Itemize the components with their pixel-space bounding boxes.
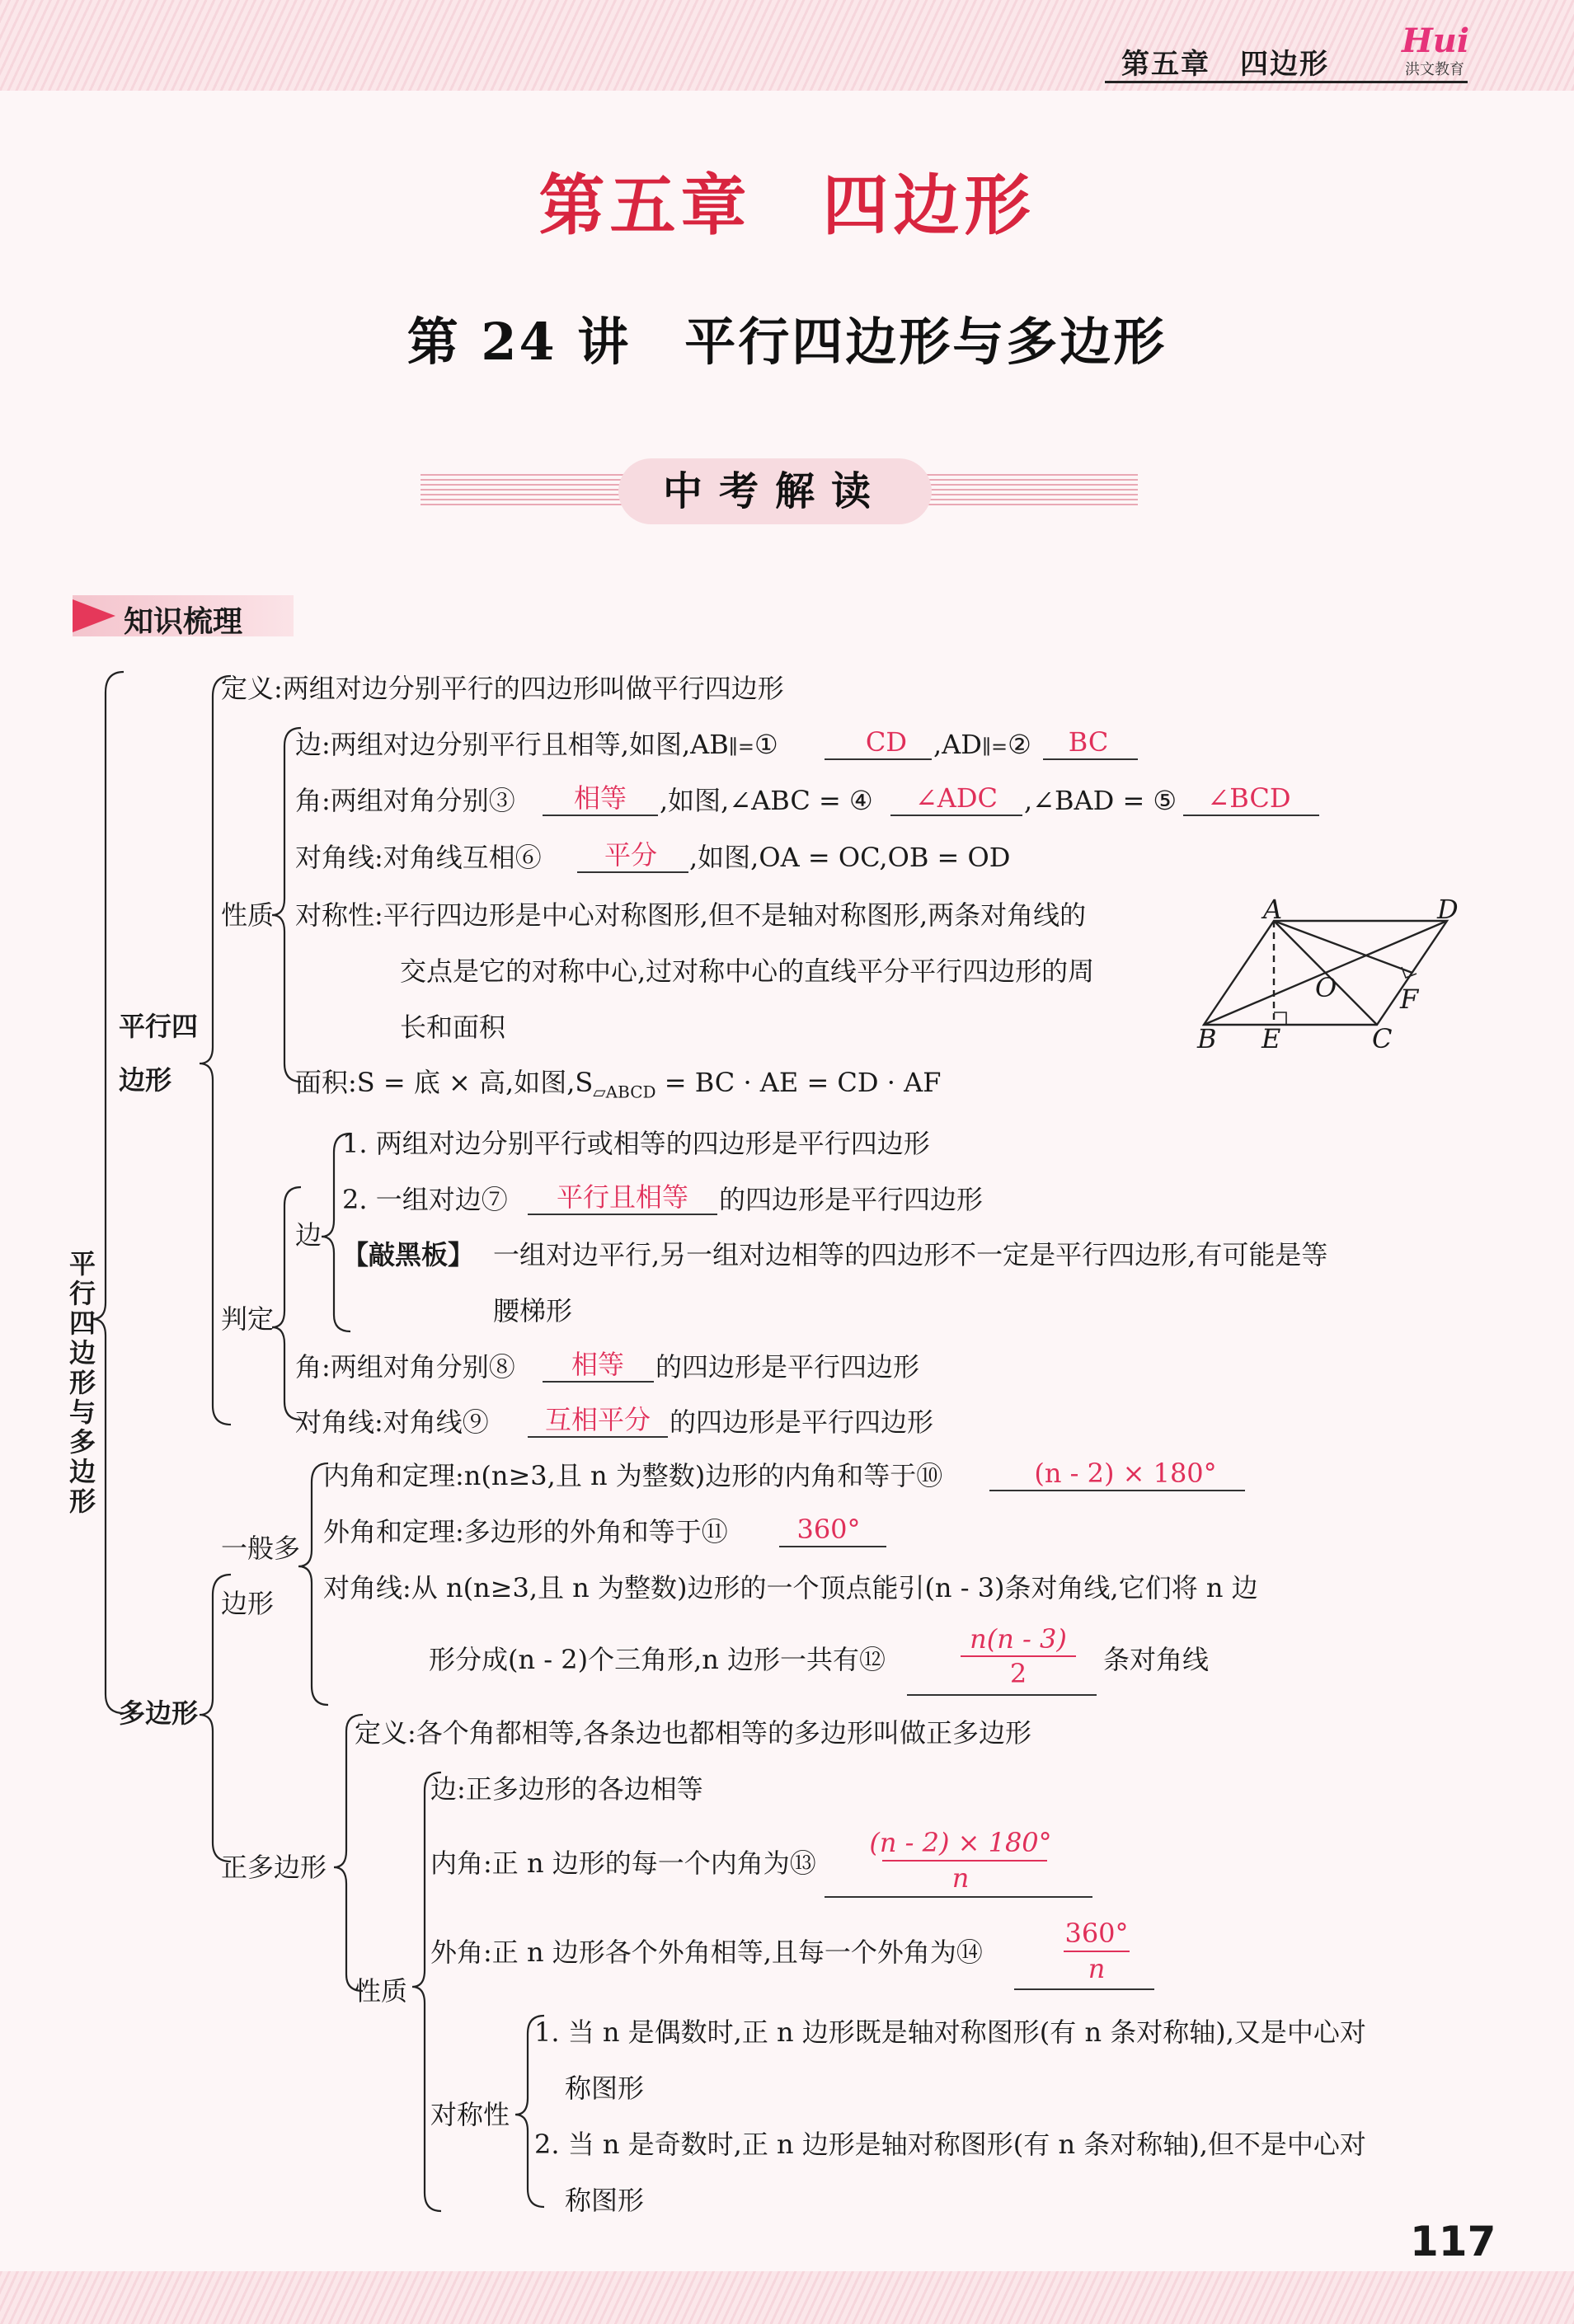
blank-marker: ① xyxy=(754,729,778,760)
blank-7 xyxy=(528,1214,717,1215)
footer-band xyxy=(0,2271,1574,2324)
answer-10: (n - 2) × 180° xyxy=(1034,1458,1217,1489)
parallel-equal-symbol: ∥= xyxy=(728,735,754,758)
reg-sym-1a: 1. 当 n 是偶数时,正 n 边形既是轴对称图形(有 n 条对称轴),又是中心对 xyxy=(534,2016,1366,2048)
prop-angle: 角:两组对角分别③ xyxy=(295,785,515,816)
judge-diag-tail: 的四边形是平行四边形 xyxy=(670,1406,934,1438)
answer-13-denominator: n xyxy=(951,1862,970,1894)
prop-side-text: 边:两组对边分别平行且相等,如图,AB xyxy=(295,729,729,760)
figure-label-o: O xyxy=(1315,972,1337,1003)
gen-inner: 内角和定理:n(n≥3,且 n 为整数)边形的内角和等于⑩ xyxy=(323,1460,943,1491)
section-banner: 中考解读 xyxy=(618,458,932,524)
figure-label-c: C xyxy=(1372,1023,1393,1054)
reg-side: 边:正多边形的各边相等 xyxy=(430,1773,703,1805)
answer-5: ∠BCD xyxy=(1207,782,1291,814)
figure-label-d: D xyxy=(1437,894,1459,925)
logo-text: 洪文教育 xyxy=(1405,61,1464,78)
header-chapter: 第五章 四边形 xyxy=(1121,48,1329,81)
blank-13 xyxy=(825,1896,1092,1898)
blank-14 xyxy=(1014,1988,1154,1990)
judge-2: 2. 一组对边⑦ xyxy=(342,1184,508,1215)
answer-12-denominator: 2 xyxy=(1009,1658,1027,1689)
answer-11: 360° xyxy=(796,1514,861,1545)
prop-side-part2 xyxy=(933,728,1031,763)
answer-1: CD xyxy=(865,726,908,758)
prop-sym-3: 长和面积 xyxy=(400,1012,506,1043)
prop-side-mid-text: ,AD xyxy=(933,729,982,760)
parallel-equal-symbol: ∥= xyxy=(981,735,1008,758)
section-tag-label: 知识梳理 xyxy=(124,605,243,639)
answer-6: 平分 xyxy=(604,839,657,871)
judge-note-1: 一组对边平行,另一组对边相等的四边形不一定是平行四边形,有可能是等 xyxy=(493,1239,1328,1270)
blank-3 xyxy=(543,815,658,816)
prop-sym-1: 对称性:平行四边形是中心对称图形,但不是轴对称图形,两条对角线的 xyxy=(295,899,1087,931)
blank-10 xyxy=(989,1490,1245,1491)
judge-2-tail: 的四边形是平行四边形 xyxy=(719,1184,984,1215)
blank-11 xyxy=(779,1546,886,1547)
pg-definition: 定义:两组对边分别平行的四边形叫做平行四边形 xyxy=(221,673,784,704)
reg-label: 正多边形 xyxy=(221,1852,327,1883)
reg-definition: 定义:各个角都相等,各条边也都相等的多边形叫做正多边形 xyxy=(355,1717,1031,1749)
reg-sym-label: 对称性 xyxy=(430,2099,510,2130)
figure-label-b: B xyxy=(1197,1023,1217,1054)
answer-3: 相等 xyxy=(573,782,627,814)
gen-diag-2: 形分成(n - 2)个三角形,n 边形一共有⑫ xyxy=(429,1644,886,1675)
prop-area-sub: ▱ABCD xyxy=(593,1082,656,1102)
answer-8: 相等 xyxy=(571,1349,624,1380)
prop-diag: 对角线:对角线互相⑥ xyxy=(295,842,542,873)
pg-label-1: 平行四 xyxy=(119,1011,199,1042)
gen-outer: 外角和定理:多边形的外角和等于⑪ xyxy=(323,1516,728,1547)
blank-marker: ② xyxy=(1008,729,1031,760)
prop-side xyxy=(295,728,778,763)
prop-area-text: 面积:S = 底 × 高,如图,S xyxy=(295,1067,594,1098)
blank-5 xyxy=(1183,815,1319,816)
gen-diag-tail: 条对角线 xyxy=(1103,1644,1210,1675)
judge-note-tag: 【敲黑板】 xyxy=(342,1239,475,1270)
prop-diag-tail: ,如图,OA = OC,OB = OD xyxy=(689,842,1011,873)
answer-14-numerator: 360° xyxy=(1064,1918,1129,1949)
blank-9 xyxy=(528,1436,668,1438)
reg-sym-1b: 称图形 xyxy=(565,2073,645,2104)
prop-sym-2: 交点是它的对称中心,过对称中心的直线平分平行四边形的周 xyxy=(400,955,1095,987)
prop-area-tail: = BC · AE = CD · AF xyxy=(664,1067,942,1098)
judge-angle: 角:两组对角分别⑧ xyxy=(295,1351,515,1383)
gen-diag-1: 对角线:从 n(n≥3,且 n 为整数)边形的一个顶点能引(n - 3)条对角线,它们将 n 边 xyxy=(323,1572,1258,1603)
blank-4 xyxy=(890,815,1022,816)
answer-13-numerator: (n - 2) × 180° xyxy=(869,1827,1052,1858)
poly-label: 多边形 xyxy=(119,1697,199,1729)
answer-7: 平行且相等 xyxy=(556,1181,688,1213)
reg-prop-label: 性质 xyxy=(355,1975,408,2007)
reg-sym-2b: 称图形 xyxy=(565,2185,645,2216)
answer-12-numerator: n(n - 3) xyxy=(970,1623,1067,1655)
page-number: 117 xyxy=(1410,2218,1496,2265)
blank-12 xyxy=(907,1694,1097,1696)
judge-note-2: 腰梯形 xyxy=(493,1295,573,1326)
answer-9: 互相平分 xyxy=(544,1404,651,1435)
root-label: 平行四边形与多边形 xyxy=(69,1248,96,1517)
answer-2: BC xyxy=(1068,726,1109,758)
reg-inner: 内角:正 n 边形的每一个内角为⑬ xyxy=(430,1847,816,1879)
blank-8 xyxy=(543,1381,654,1383)
blank-6 xyxy=(577,871,688,873)
chapter-title: 第五章 四边形 xyxy=(538,167,1036,244)
gen-label-1: 一般多 xyxy=(221,1533,301,1564)
judge-side-label: 边 xyxy=(295,1219,322,1251)
blank-2 xyxy=(1043,758,1138,760)
judge-label: 判定 xyxy=(221,1303,275,1335)
blank-1 xyxy=(825,758,932,760)
lecture-title: 第 24 讲 平行四边形与多边形 xyxy=(406,312,1168,372)
pg-label-2: 边形 xyxy=(119,1064,172,1096)
answer-4: ∠ADC xyxy=(914,782,998,814)
prop-area xyxy=(295,1066,941,1108)
figure-label-f: F xyxy=(1400,984,1419,1015)
judge-diag: 对角线:对角线⑨ xyxy=(295,1406,489,1438)
prop-angle-mid: ,如图,∠ABC = ④ xyxy=(660,785,873,816)
logo-mark: Hui xyxy=(1402,21,1470,60)
judge-angle-tail: 的四边形是平行四边形 xyxy=(655,1351,920,1383)
figure-label-e: E xyxy=(1262,1023,1281,1054)
judge-1: 1. 两组对边分别平行或相等的四边形是平行四边形 xyxy=(342,1128,930,1159)
reg-sym-2a: 2. 当 n 是奇数时,正 n 边形是轴对称图形(有 n 条对称轴),但不是中心对 xyxy=(534,2129,1366,2160)
answer-14-denominator: n xyxy=(1088,1953,1106,1984)
figure-label-a: A xyxy=(1263,894,1283,925)
prop-label: 性质 xyxy=(221,899,275,931)
reg-outer: 外角:正 n 边形各个外角相等,且每一个外角为⑭ xyxy=(430,1937,983,1968)
gen-label-2: 边形 xyxy=(221,1588,275,1619)
prop-angle-mid2: ,∠BAD = ⑤ xyxy=(1024,785,1177,816)
